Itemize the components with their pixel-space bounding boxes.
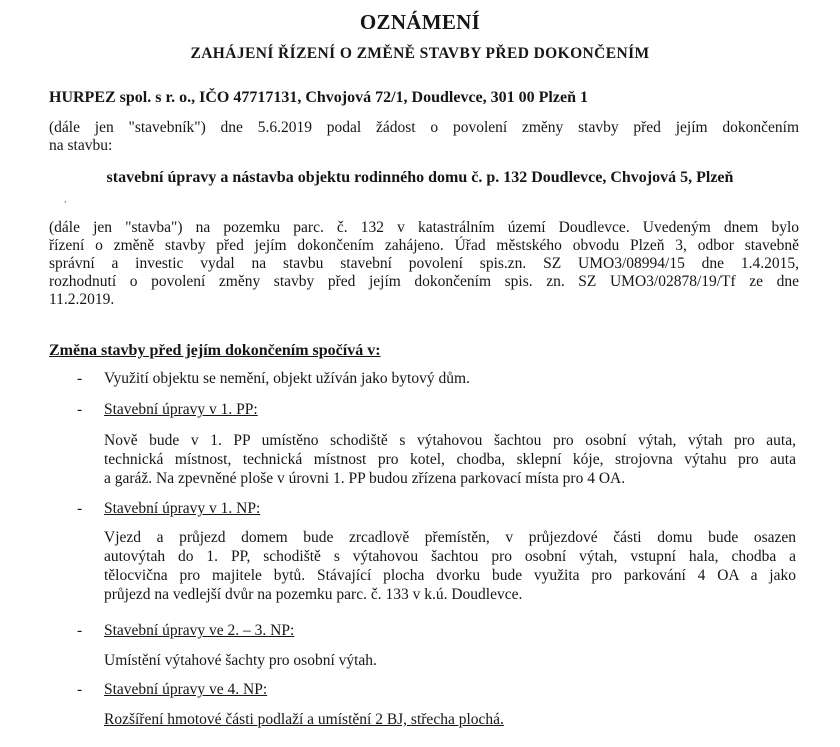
applicant-line: HURPEZ spol. s r. o., IČO 47717131, Chvojová 72/1, Doudlevce, 301 00 Plzeň 1 (49, 89, 588, 106)
description-line: Umístění výtahové šachty pro osobní výtah. (104, 652, 377, 669)
list-item: Využití objektu se nemění, objekt užíván jako bytový dům. (104, 370, 470, 387)
list-item-heading: Stavební úpravy v 1. PP: (104, 401, 258, 418)
list-dash: - (77, 370, 83, 387)
section-heading: Změna stavby před jejím dokončením spočívá v: (49, 342, 381, 359)
body-line: správní a investic vydal na stavbu stavební povolení spis.zn. SZ UMO3/08994/15 dne 1.4.2015, (49, 255, 799, 272)
body-line: rozhodnutí o povolení změny stavby před jejím dokončením spis. zn. SZ UMO3/02878/19/Tf ze dne (49, 273, 799, 290)
list-item-description (104, 710, 796, 729)
description-line: Vjezd a průjezd domem bude zrcadlově přemístěn, v průjezdové části domu bude osazen (104, 529, 796, 546)
intro-line: (dále jen "stavebník") dne 5.6.2019 podal žádost o povolení změny stavby před jejím dokončením (49, 119, 799, 136)
list-dash: - (77, 622, 83, 639)
list-item-description (104, 651, 796, 670)
body-line: 11.2.2019. (49, 291, 115, 308)
document-subtitle: ZAHÁJENÍ ŘÍZENÍ O ZMĚNĚ STAVBY PŘED DOKONČENÍM (190, 45, 650, 62)
list-dash: - (77, 500, 83, 517)
description-line: a garáž. Na zpevněné ploše v úrovni 1. PP budou zřízena parkovací místa pro 4 OA. (104, 470, 626, 487)
list-item-description (104, 528, 796, 604)
description-line: tělocvična pro majitele bytů. Stávající plocha dvorku bude využita pro parkování 4 OA a jako (104, 567, 796, 584)
description-line: technická místnost, technická místnost pro kotel, chodba, sklepní kóje, strojovna výtahu pro auta (104, 451, 796, 468)
intro-paragraph (49, 119, 799, 155)
intro-line: na stavbu: (49, 137, 113, 154)
document-title: OZNÁMENÍ (359, 10, 481, 34)
stray-mark: , (64, 194, 67, 205)
list-item-heading: Stavební úpravy v 1. NP: (104, 500, 261, 517)
building-name: stavební úpravy a nástavba objektu rodinného domu č. p. 132 Doudlevce, Chvojová 5, Plzeň (106, 169, 734, 186)
body-line: (dále jen "stavba") na pozemku parc. č. 132 v katastrálním území Doudlevce. Uvedeným dnem bylo (49, 219, 799, 236)
list-item-description (104, 431, 796, 488)
body-line: řízení o změně stavby před jejím dokončením zahájeno. Úřad městského obvodu Plzeň 3, odbor stavebně (49, 237, 799, 254)
list-item-heading: Stavební úpravy ve 4. NP: (104, 681, 268, 698)
list-dash: - (77, 681, 83, 698)
body-paragraph (49, 219, 799, 309)
list-dash: - (77, 401, 83, 418)
description-line: průjezd na vedlejší dvůr na pozemku parc. č. 133 v k.ú. Doudlevce. (104, 586, 523, 603)
description-line: Nově bude v 1. PP umístěno schodiště s výtahovou šachtou pro osobní výtah, výtah pro auta, (104, 432, 796, 449)
description-line: Rozšíření hmotové části podlaží a umístění 2 BJ, střecha plochá. (104, 711, 504, 728)
list-item-heading: Stavební úpravy ve 2. – 3. NP: (104, 622, 295, 639)
description-line: autovýtah do 1. PP, schodiště s výtahovou šachtou pro osobní výtah, vstupní hala, chodba a (104, 548, 796, 565)
